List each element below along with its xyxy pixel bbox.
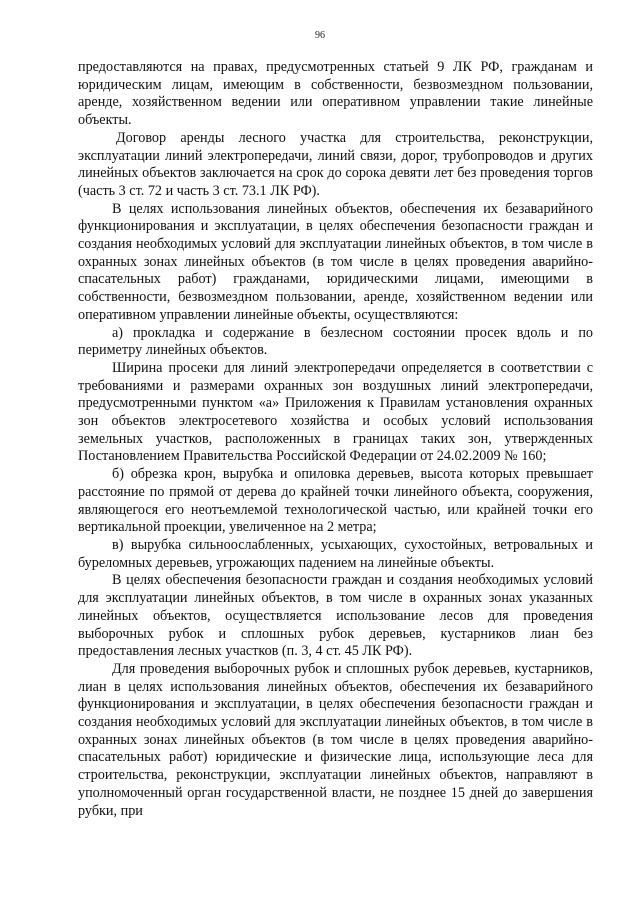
page-number: 96 [315, 30, 325, 41]
paragraph-9: Для проведения выборочных рубок и сплошных рубок деревьев, кустарников, лиан в целях использования линейных объектов, обеспечения их безаварийного функционирования и эксплуатации, в целях обеспечения безопасности граждан и создания необходимых условий для эксплуатации линейных объектов, в том числе в охранных зонах линейных объектов (в том числе в целях проведения аварийно-спасательных работ) юридические и физические лица, использующие леса для строительства, реконструкции, эксплуатации линейных объектов, направляют в уполномоченный орган государственной власти, не позднее 15 дней до завершения рубки, при [78, 660, 593, 819]
paragraph-2: Договор аренды лесного участка для строительства, реконструкции, эксплуатации линий электропередачи, линий связи, дорог, трубопроводов и других линейных объектов заключается на срок до сорока девяти лет без проведения торгов (часть 3 ст. 72 и часть 3 ст. 73.1 ЛК РФ). [78, 129, 593, 199]
paragraph-3: В целях использования линейных объектов, обеспечения их безаварийного функционирования и эксплуатации, в целях обеспечения безопасности граждан и создания необходимых условий для эксплуатации линейных объектов, в том числе в охранных зонах линейных объектов (в том числе в целях проведения аварийно-спасательных работ) гражданами, юридическими лицами, имеющими в собственности, безвозмездном пользовании, аренде, хозяйственном ведении или оперативном управлении линейные объекты, осуществляются: [78, 200, 593, 323]
paragraph-8: В целях обеспечения безопасности граждан и создания необходимых условий для эксплуатации линейных объектов, в том числе в охранных зонах указанных линейных объектов, осуществляется использование лесов для проведения выборочных рубок и сплошных рубок деревьев, кустарников лиан без предоставления лесных участков (п. 3, 4 ст. 45 ЛК РФ). [78, 572, 593, 660]
paragraph-1: предоставляются на правах, предусмотренных статьей 9 ЛК РФ, гражданам и юридическим лицам, имеющим в собственности, безвозмездном пользовании, аренде, хозяйственном ведении или оперативном управлении такие линейные объекты. [78, 59, 593, 129]
paragraph-5: Ширина просеки для линий электропередачи определяется в соответствии с требованиями и размерами охранных зон воздушных линий электропередачи, предусмотренными пунктом «а» Приложения к Правилам установления охранных зон объектов электросетевого хозяйства и особых условий использования земельных участков, расположенных в границах таких зон, утвержденных Постановлением Правительства Российской Федерации от 24.02.2009 № 160; [78, 359, 593, 465]
paragraph-6: б) обрезка крон, вырубка и опиловка деревьев, высота которых превышает расстояние по прямой от дерева до крайней точки линейного объекта, сооружения, являющегося его неотъемлемой технологической частью, или крайней точки его вертикальной проекции, увеличенное на 2 метра; [78, 466, 593, 536]
paragraph-7: в) вырубка сильноослабленных, усыхающих, сухостойных, ветровальных и буреломных деревьев, угрожающих падением на линейные объекты. [78, 536, 593, 571]
document-body [78, 59, 593, 820]
paragraph-4: а) прокладка и содержание в безлесном состоянии просек вдоль и по периметру линейных объектов. [78, 324, 593, 359]
